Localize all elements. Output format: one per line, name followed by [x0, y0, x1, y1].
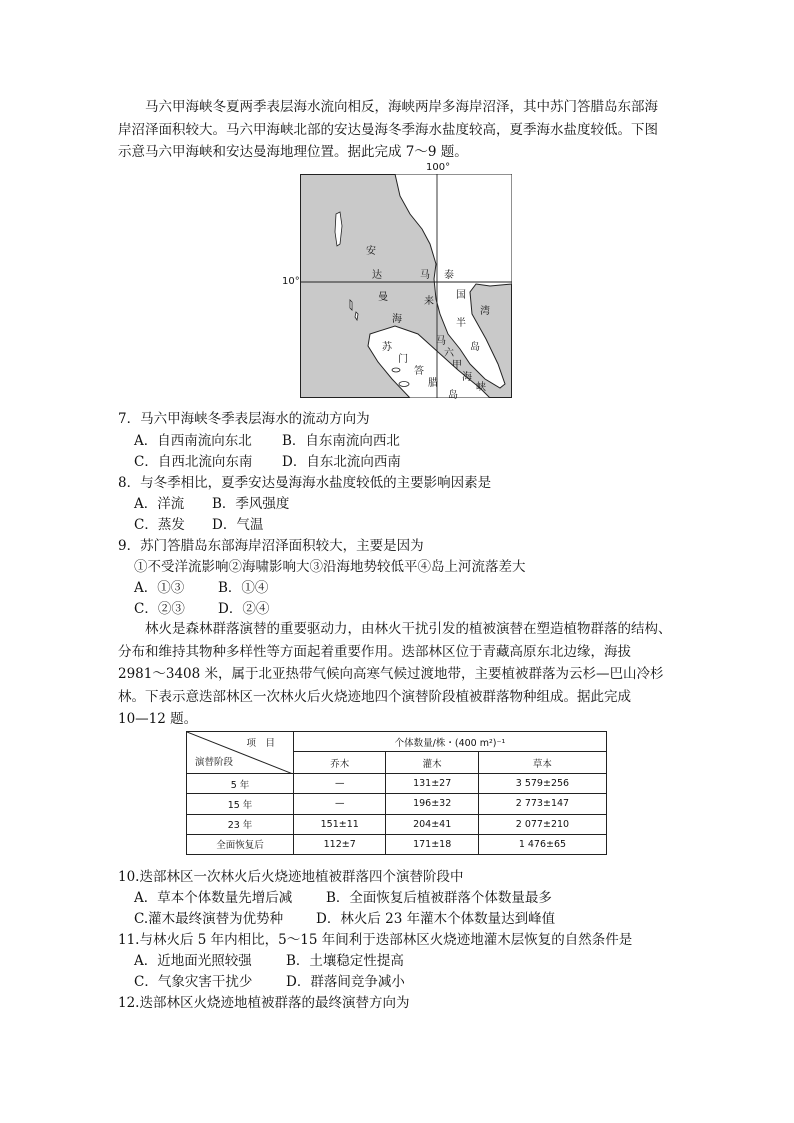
succession-table: [186, 731, 607, 855]
andaman-char-4: 海: [392, 314, 402, 325]
andaman-char-2: 达: [372, 270, 382, 281]
q7-option-a: A．自西南流向东北: [134, 433, 252, 449]
q7-stem: 7．马六甲海峡冬季表层海水的流动方向为: [118, 411, 370, 427]
sumatra-char-4: 腊: [428, 378, 438, 389]
value-cell: 131±27: [386, 774, 478, 794]
table-row: [187, 794, 607, 814]
sumatra-char-5: 岛: [448, 390, 458, 401]
intro1-line2: 岸沼泽面积较大。马六甲海峡北部的安达曼海冬季海水盐度较高，夏季海水盐度较低。下图: [118, 121, 658, 138]
q11-option-c: C．气象灾害干扰少: [134, 974, 253, 990]
column-header-shrub: 灌木: [386, 752, 478, 774]
q8-option-c: C．蒸发: [134, 517, 185, 533]
q11-stem: 11.与林火后 5 年内相比，5～15 年间利于迭部林区火烧迹地灌木层恢复的自然条件是: [118, 932, 633, 948]
table-row: [187, 814, 607, 834]
q8-option-a: A．洋流: [134, 496, 185, 512]
intro2-line4: 林。下表示意迭部林区一次林火后火烧迹地四个演替阶段植被群落物种组成。据此完成: [118, 688, 631, 705]
table-row: [187, 834, 607, 854]
q9-option-c: C．②③: [134, 601, 185, 617]
stage-cell: 5 年: [187, 774, 294, 794]
q8-option-d: D．气温: [212, 517, 264, 533]
value-cell: 1 476±65: [478, 834, 606, 854]
value-cell: 204±41: [386, 814, 478, 834]
q10-option-a: A．草本个体数量先增后减: [134, 890, 293, 906]
malacca-strait-map: [282, 162, 512, 401]
q8-option-b: B．季风强度: [212, 496, 290, 512]
intro2-line5: 10—12 题。: [118, 711, 198, 727]
longitude-label: 100°: [426, 162, 451, 173]
q9-items: ①不受洋流影响②海啸影响大③沿海地势较低平④岛上河流落差大: [134, 559, 526, 575]
stage-cell: 23 年: [187, 814, 294, 834]
intro1-line3: 示意马六甲海峡和安达曼海地理位置。据此完成 7～9 题。: [118, 144, 468, 160]
q8-stem: 8．与冬季相比，夏季安达曼海海水盐度较低的主要影响因素是: [118, 475, 492, 491]
column-header-herb: 草本: [478, 752, 606, 774]
q9-option-b: B．①④: [218, 580, 269, 596]
value-cell: 3 579±256: [478, 774, 606, 794]
malay-char-1: 马: [420, 270, 430, 281]
q11-option-d: D．群落间竞争减小: [286, 974, 405, 990]
strait-char-2: 六: [444, 348, 454, 359]
strait-char-4: 海: [462, 372, 472, 383]
q12-stem: 12.迭部林区火烧迹地植被群落的最终演替方向为: [118, 995, 410, 1011]
corner-top-label: 项 目: [246, 738, 275, 749]
sumatra-char-2: 门: [398, 354, 408, 365]
q7-option-b: B．自东南流向西北: [282, 433, 400, 449]
value-cell: —: [294, 774, 386, 794]
andaman-char-3: 曼: [378, 292, 388, 303]
intro2-line1: 林火是森林群落演替的重要驱动力，由林火干扰引发的植被演替在塑造植物群落的结构、: [145, 621, 672, 637]
q9-option-a: A．①③: [134, 580, 185, 596]
strait-char-1: 马: [436, 336, 446, 347]
stage-cell: 15 年: [187, 794, 294, 814]
strait-char-3: 甲: [452, 360, 462, 371]
group-header: 个体数量/株・(400 m²)⁻¹: [294, 732, 607, 752]
column-header-tree: 乔木: [294, 752, 386, 774]
intro-paragraph-1: [118, 96, 678, 164]
strait-char-5: 峡: [476, 382, 486, 393]
q7-option-c: C．自西北流向东南: [134, 454, 253, 470]
q11-option-a: A．近地面光照较强: [134, 953, 252, 969]
value-cell: 151±11: [294, 814, 386, 834]
sumatra-char-3: 答: [414, 366, 424, 377]
thai-gulf-char-1: 泰: [444, 270, 454, 281]
q9-option-d: D．②④: [218, 601, 270, 617]
q9-stem: 9．苏门答腊岛东部海岸沼泽面积较大，主要是因为: [118, 538, 424, 554]
thai-gulf-char-2: 国: [456, 290, 466, 301]
value-cell: 2 077±210: [478, 814, 606, 834]
thai-gulf-char-3: 湾: [480, 306, 490, 317]
value-cell: —: [294, 794, 386, 814]
intro2-line3: 2981～3408 米，属于北亚热带气候向高寒气候过渡地带，主要植被群落为云杉—巴山冷杉: [118, 666, 664, 682]
succession-table-grid: [186, 731, 607, 855]
q11-option-b: B．土壤稳定性提高: [286, 953, 404, 969]
andaman-char-1: 安: [366, 246, 376, 257]
stage-cell: 全面恢复后: [187, 834, 294, 854]
q10-option-d: D．林火后 23 年灌木个体数量达到峰值: [316, 911, 556, 927]
corner-bottom-label: 演替阶段: [195, 757, 234, 768]
table-corner-cell: [187, 732, 294, 774]
q10-stem: 10.迭部林区一次林火后火烧迹地植被群落四个演替阶段中: [118, 869, 464, 885]
malay-char-4: 岛: [470, 342, 480, 353]
malay-char-2: 来: [424, 296, 434, 307]
table-row: [187, 774, 607, 794]
intro2-line2: 分布和维持其物种多样性等方面起着重要作用。迭部林区位于青藏高原东北边缘，海拔: [118, 643, 631, 660]
malay-char-3: 半: [456, 318, 466, 329]
latitude-label: 10°: [282, 276, 300, 287]
q7-option-d: D．自东北流向西南: [282, 454, 401, 470]
intro-paragraph-2: [118, 618, 688, 731]
q10-option-b: B．全面恢复后植被群落个体数量最多: [326, 890, 552, 906]
value-cell: 2 773±147: [478, 794, 606, 814]
value-cell: 171±18: [386, 834, 478, 854]
sumatra-char-1: 苏: [382, 342, 392, 353]
intro1-line1: 马六甲海峡冬夏两季表层海水流向相反，海峡两岸多海岸沼泽，其中苏门答腊岛东部海: [145, 99, 658, 115]
value-cell: 196±32: [386, 794, 478, 814]
value-cell: 112±7: [294, 834, 386, 854]
q10-option-c: C.灌木最终演替为优势种: [134, 911, 284, 927]
